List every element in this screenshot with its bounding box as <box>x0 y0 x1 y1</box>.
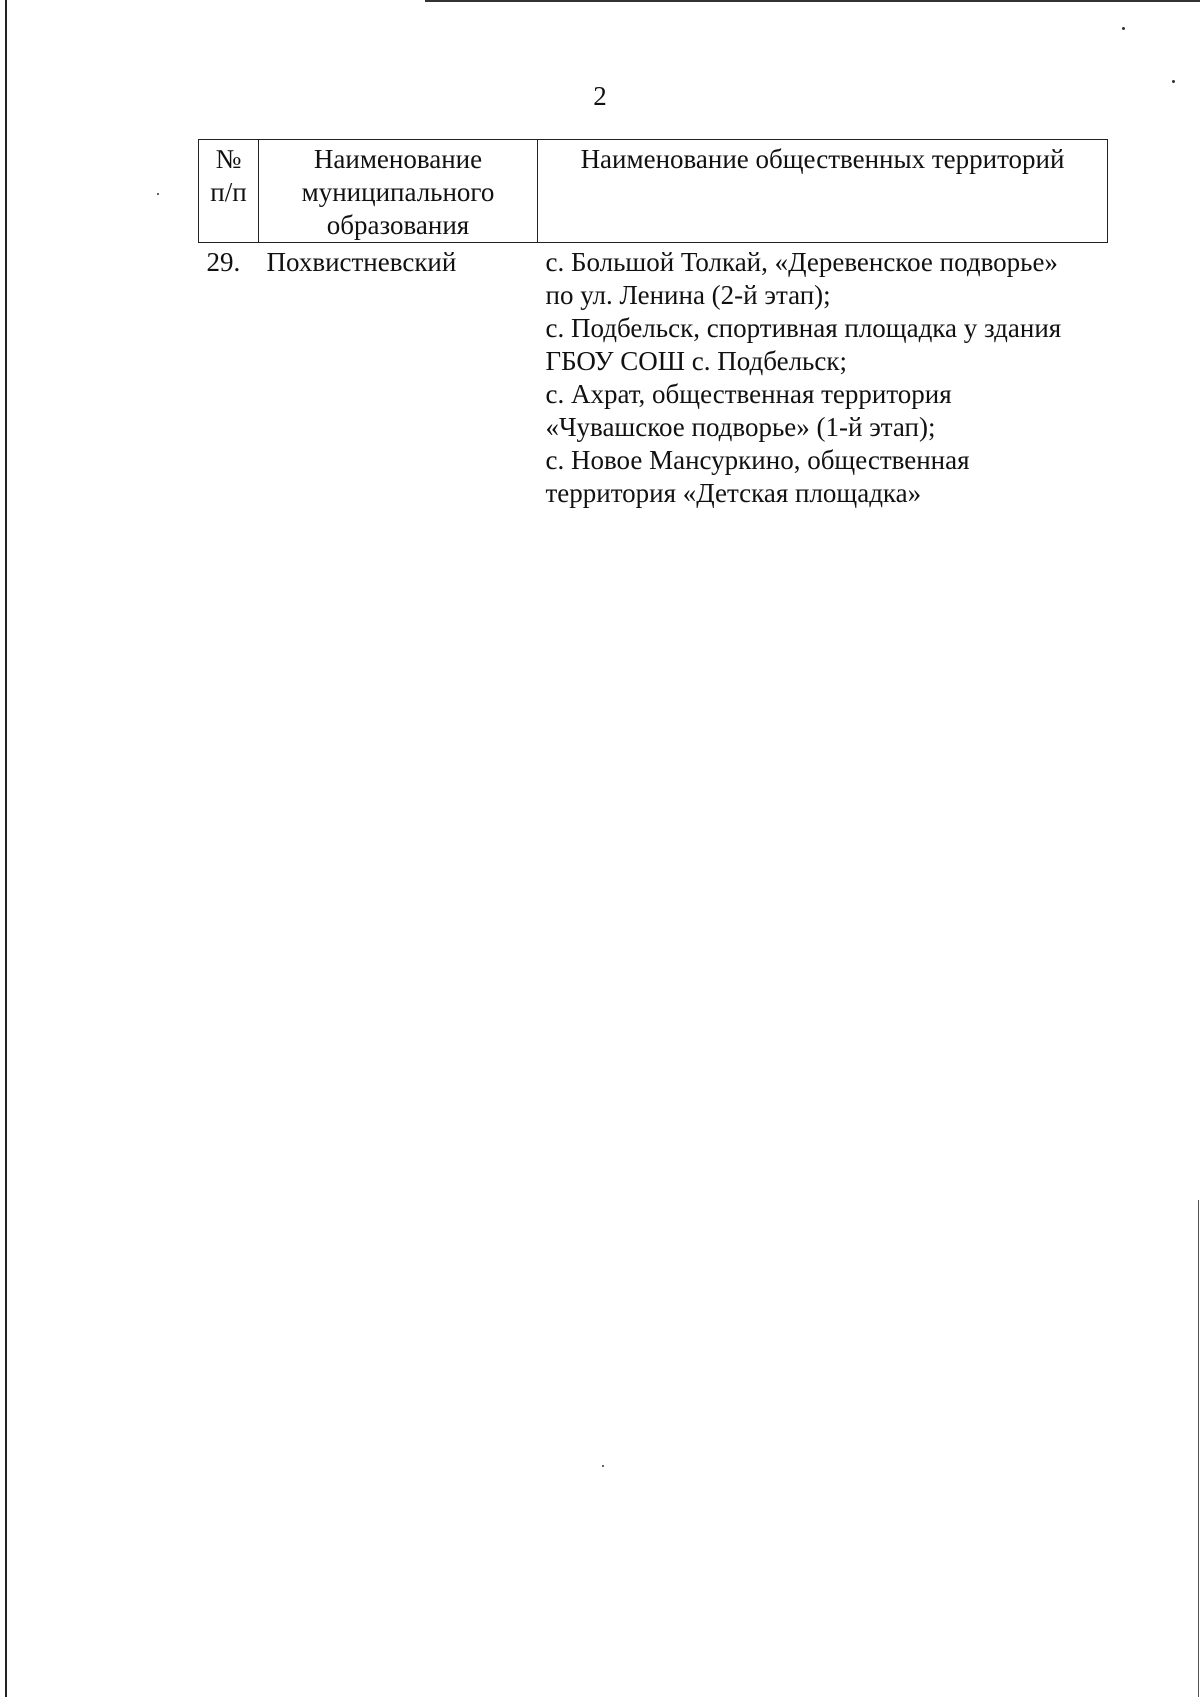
header-territories-line: Наименование общественных территорий <box>580 144 1065 174</box>
territory-line: по ул. Ленина (2-й этап); <box>545 280 831 310</box>
header-number-line: п/п <box>210 177 247 207</box>
scan-speck <box>1122 27 1125 30</box>
scan-edge-left <box>5 0 7 1697</box>
scan-speck <box>602 1465 604 1467</box>
scan-edge-top <box>425 0 1200 2</box>
header-municipality-line: муниципального <box>301 177 495 207</box>
header-territories <box>538 140 1108 243</box>
territory-line: с. Подбельск, спортивная площадка у здания <box>545 313 1062 343</box>
header-number-line: № <box>215 144 242 174</box>
territory-line: с. Новое Мансуркино, общественная <box>545 445 970 475</box>
header-municipality-line: образования <box>326 210 470 240</box>
page-number: 2 <box>593 81 607 111</box>
territory-line: территория «Детская площадка» <box>545 478 922 508</box>
table-row <box>199 243 1108 511</box>
header-municipality-line: Наименование <box>313 144 483 174</box>
scan-speck <box>157 193 159 195</box>
territory-line: с. Большой Толкай, «Деревенское подворье» <box>545 247 1058 277</box>
row-territories <box>538 243 1108 511</box>
header-number <box>199 140 259 243</box>
table-header-row <box>199 140 1108 243</box>
territory-line: «Чувашское подворье» (1-й этап); <box>545 412 936 442</box>
scan-edge-right <box>1198 1200 1199 1697</box>
row-municipality: Похвистневский <box>266 247 457 277</box>
territory-line: ГБОУ СОШ с. Подбельск; <box>545 346 847 376</box>
header-municipality <box>259 140 538 243</box>
territory-line: с. Ахрат, общественная территория <box>545 379 952 409</box>
row-number: 29. <box>206 247 241 277</box>
territories-table <box>198 139 1108 510</box>
